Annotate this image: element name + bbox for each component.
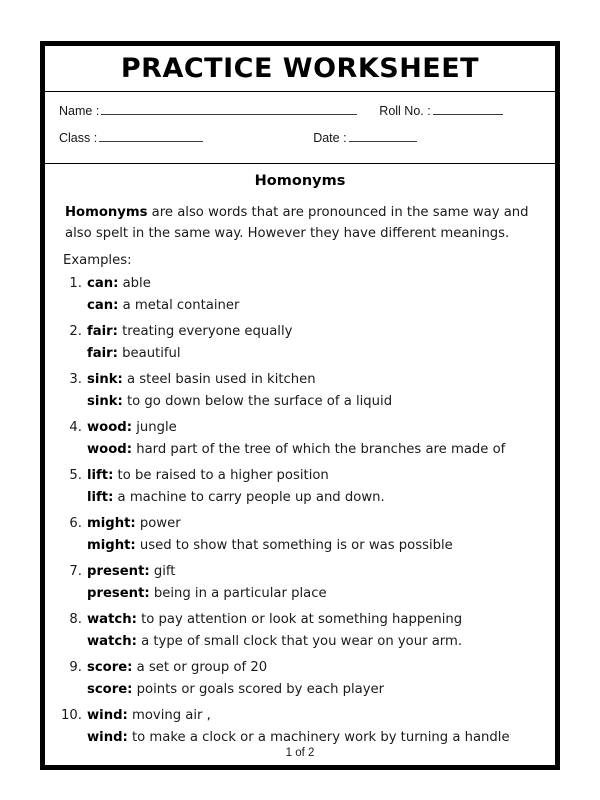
list-item-senses: [87, 321, 539, 364]
homonym-sense: [87, 417, 539, 439]
homonym-meaning: jungle: [132, 420, 177, 435]
homonym-meaning: a machine to carry people up and down.: [113, 489, 385, 505]
homonym-sense: [87, 631, 539, 653]
lesson-body: [45, 164, 555, 765]
list-item-senses: [87, 609, 539, 652]
list-item-number: 3.: [69, 372, 82, 387]
definition-paragraph: [65, 202, 535, 244]
homonym-word: watch:: [87, 633, 137, 649]
worksheet-title-band: [45, 46, 555, 92]
list-item: [61, 705, 539, 748]
homonym-sense: [87, 513, 539, 535]
roll-no-label: Roll No. :: [379, 104, 431, 118]
homonym-word: lift:: [87, 489, 114, 505]
homonym-sense: [87, 583, 539, 605]
homonym-sense: [87, 657, 539, 679]
homonym-sense: [87, 439, 539, 461]
list-item: [61, 369, 539, 412]
homonym-meaning: able: [118, 276, 151, 291]
list-item-number: 10.: [61, 708, 82, 723]
homonym-sense: [87, 705, 539, 727]
homonym-meaning: power: [135, 516, 181, 531]
class-label: Class :: [59, 131, 98, 145]
worksheet-frame: [44, 45, 556, 766]
list-item-number: 5.: [69, 468, 82, 483]
homonym-word: score:: [87, 681, 133, 697]
homonym-sense: [87, 369, 539, 391]
homonym-meaning: points or goals scored by each player: [132, 681, 385, 697]
homonym-meaning: to go down below the surface of a liquid: [122, 393, 393, 409]
homonym-meaning: a metal container: [118, 297, 240, 313]
list-item-number: 6.: [69, 516, 82, 531]
homonym-meaning: to pay attention or look at something happening: [136, 612, 463, 627]
list-item-senses: [87, 369, 539, 412]
homonym-word: wind:: [87, 729, 128, 745]
homonym-word: lift:: [87, 468, 114, 483]
list-item: [61, 609, 539, 652]
list-item-number: 1.: [69, 276, 82, 291]
homonym-word: might:: [87, 537, 136, 553]
date-input[interactable]: [349, 130, 417, 142]
list-item: [61, 561, 539, 604]
worksheet-page: [40, 41, 560, 770]
homonym-sense: [87, 465, 539, 487]
homonym-sense: [87, 561, 539, 583]
list-item-senses: [87, 657, 539, 700]
student-info-band: [45, 92, 555, 164]
roll-no-input[interactable]: [433, 103, 503, 115]
page-title: PRACTICE WORKSHEET: [120, 53, 480, 84]
homonym-sense: [87, 321, 539, 343]
homonym-sense: [87, 609, 539, 631]
homonym-word: wood:: [87, 441, 133, 457]
info-row-class-date: [59, 130, 541, 157]
homonym-meaning: moving air ,: [127, 708, 211, 723]
homonym-word: present:: [87, 585, 150, 601]
date-field-group: [313, 130, 416, 145]
homonym-meaning: a set or group of 20: [132, 660, 268, 675]
list-item: [61, 657, 539, 700]
homonym-word: present:: [87, 564, 150, 579]
homonym-meaning: a steel basin used in kitchen: [122, 372, 316, 387]
class-input[interactable]: [99, 130, 203, 142]
homonym-meaning: hard part of the tree of which the branches are made of: [132, 441, 506, 457]
page-indicator: 1 of 2: [285, 747, 315, 759]
list-item-number: 7.: [69, 564, 82, 579]
list-item-number: 8.: [69, 612, 82, 627]
homonym-word: watch:: [87, 612, 137, 627]
list-item: [61, 513, 539, 556]
list-item: [61, 273, 539, 316]
section-heading: Homonyms: [254, 173, 346, 189]
homonym-word: fair:: [87, 324, 118, 339]
list-item-senses: [87, 465, 539, 508]
homonym-sense: [87, 727, 539, 749]
homonym-sense: [87, 535, 539, 557]
homonym-meaning: beautiful: [117, 345, 181, 361]
homonym-word: sink:: [87, 393, 123, 409]
homonym-word: fair:: [87, 345, 118, 361]
homonym-meaning: being in a particular place: [149, 585, 327, 601]
list-item-senses: [87, 273, 539, 316]
name-label: Name :: [59, 104, 100, 118]
list-item-senses: [87, 513, 539, 556]
homonym-meaning: gift: [149, 564, 176, 579]
homonym-word: can:: [87, 297, 119, 313]
homonym-meaning: to be raised to a higher position: [113, 468, 329, 483]
homonym-meaning: treating everyone equally: [117, 324, 293, 339]
list-item-number: 2.: [69, 324, 82, 339]
name-field-group: [59, 103, 357, 118]
homonym-meaning: to make a clock or a machinery work by turning a handle: [127, 729, 510, 745]
homonym-word: score:: [87, 660, 133, 675]
homonym-meaning: a type of small clock that you wear on your arm.: [136, 633, 463, 649]
homonym-word: can:: [87, 276, 119, 291]
homonym-list: [61, 273, 539, 748]
name-input[interactable]: [101, 103, 357, 115]
list-item: [61, 465, 539, 508]
list-item-number: 4.: [69, 420, 82, 435]
definition-term: Homonyms: [65, 205, 148, 220]
class-field-group: [59, 130, 203, 145]
homonym-word: sink:: [87, 372, 123, 387]
list-item-senses: [87, 705, 539, 748]
homonym-sense: [87, 343, 539, 365]
info-row-name-roll: [59, 103, 541, 130]
homonym-word: might:: [87, 516, 136, 531]
definition-text: are also words that are pronounced in the same way and also spelt in the same way. However they have different meanings.: [65, 205, 529, 241]
list-item-number: 9.: [69, 660, 82, 675]
list-item-senses: [87, 417, 539, 460]
list-item-senses: [87, 561, 539, 604]
date-label: Date :: [313, 131, 347, 145]
roll-field-group: [379, 103, 502, 118]
homonym-sense: [87, 487, 539, 509]
homonym-word: wind:: [87, 708, 128, 723]
homonym-meaning: used to show that something is or was possible: [135, 537, 453, 553]
homonym-sense: [87, 679, 539, 701]
examples-label: Examples:: [63, 253, 132, 268]
homonym-sense: [87, 273, 539, 295]
homonym-word: wood:: [87, 420, 133, 435]
list-item: [61, 321, 539, 364]
homonym-sense: [87, 295, 539, 317]
homonym-sense: [87, 391, 539, 413]
list-item: [61, 417, 539, 460]
